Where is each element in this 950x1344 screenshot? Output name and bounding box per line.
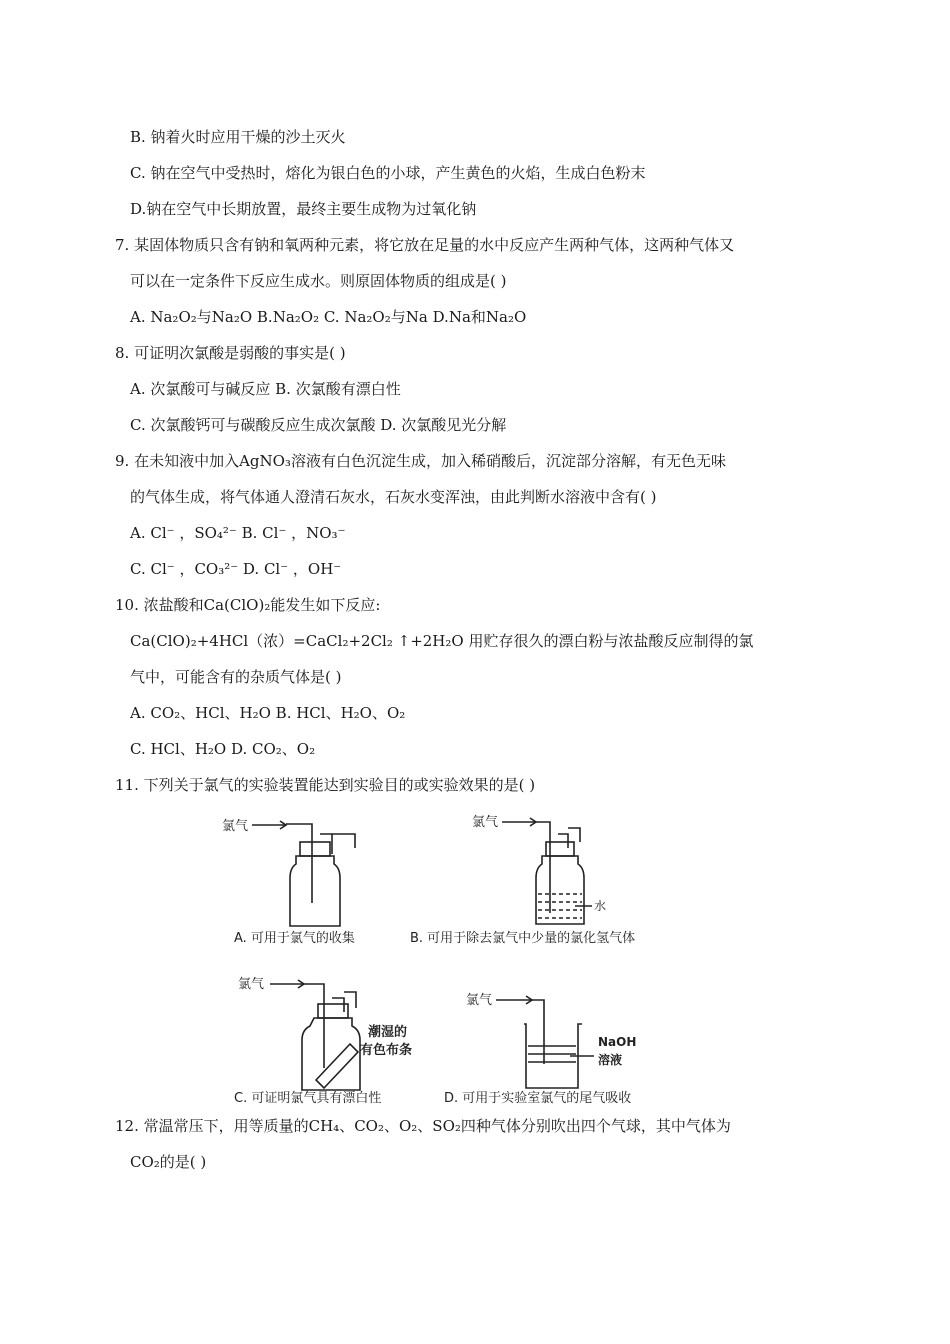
caption-d: D. 可用于实验室氯气的尾气吸收 [444,1091,632,1106]
apparatus-c-bottle [238,977,412,1090]
q10-equation: Ca(ClO)₂+4HCl（浓）=CaCl₂+2Cl₂ ↑+2H₂O 用贮存很久的漂白粉与浓盐酸反应制得的氯 [130,632,754,650]
apparatus-d-beaker [466,993,636,1088]
q6-option-c: C. 钠在空气中受热时，熔化为银白色的小球，产生黄色的火焰，生成白色粉末 [130,164,646,182]
apparatus-b-gas-label: 氯气 [472,815,499,830]
wet-cloth-label-1: 潮湿的 [368,1025,408,1040]
q11-stem: 11. 下列关于氯气的实验装置能达到实验目的或实验效果的是( ) [115,776,536,794]
q10-options-row1: A. CO₂、HCl、H₂O B. HCl、H₂O、O₂ [130,704,406,722]
apparatus-d-gas-label: 氯气 [466,993,493,1008]
naoh-label-1: NaOH [598,1035,637,1049]
q7-stem-line1: 7. 某固体物质只含有钠和氧两种元素，将它放在足量的水中反应产生两种气体，这两种气体又 [115,236,735,254]
q12-stem-line2: CO₂的是( ) [130,1153,207,1171]
q10-stem-line3: 气中，可能含有的杂质气体是( ) [130,668,342,686]
q8-options-row1: A. 次氯酸可与碱反应 B. 次氯酸有漂白性 [130,380,401,398]
apparatus-b-bottle [472,815,606,924]
q7-options: A. Na₂O₂与Na₂O B.Na₂O₂ C. Na₂O₂与Na D.Na和Na₂O [130,308,527,326]
caption-c: C. 可证明氯气具有漂白性 [234,1091,382,1106]
wet-cloth-label-2: 有色布条 [360,1043,413,1058]
q10-options-row2: C. HCl、H₂O D. CO₂、O₂ [130,740,316,758]
q9-options-row1: A. Cl⁻ ，SO₄²⁻ B. Cl⁻ ，NO₃⁻ [130,524,346,542]
q8-stem: 8. 可证明次氯酸是弱酸的事实是( ) [115,344,346,362]
apparatus-b-water-label: 水 [594,899,607,913]
naoh-label-2: 溶液 [598,1053,623,1067]
caption-a: A. 可用于氯气的收集 [234,931,355,946]
q9-stem-line1: 9. 在未知液中加入AgNO₃溶液有白色沉淀生成，加入稀硝酸后，沉淀部分溶解，有无色无味 [115,452,726,470]
apparatus-c-gas-label: 氯气 [238,977,265,992]
q12-stem-line1: 12. 常温常压下，用等质量的CH₄、CO₂、O₂、SO₂四种气体分别吹出四个气球，其中气体为 [115,1117,731,1135]
q6-option-d: D.钠在空气中长期放置，最终主要生成物为过氧化钠 [130,200,477,218]
q6-option-b: B. 钠着火时应用干燥的沙土灭火 [130,128,346,146]
q11-apparatus-figure [220,808,720,1108]
q7-stem-line2: 可以在一定条件下反应生成水。则原固体物质的组成是( ) [130,272,507,290]
q9-stem-line2: 的气体生成，将气体通人澄清石灰水，石灰水变浑浊，由此判断水溶液中含有( ) [130,488,657,506]
q10-stem: 10. 浓盐酸和Ca(ClO)₂能发生如下反应: [115,596,381,614]
caption-b: B. 可用于除去氯气中少量的氯化氢气体 [410,931,636,946]
apparatus-a-gas-label: 氯气 [222,819,249,834]
apparatus-a-bottle [222,819,355,926]
q9-options-row2: C. Cl⁻ ，CO₃²⁻ D. Cl⁻ ，OH⁻ [130,560,342,578]
q8-options-row2: C. 次氯酸钙可与碳酸反应生成次氯酸 D. 次氯酸见光分解 [130,416,507,434]
